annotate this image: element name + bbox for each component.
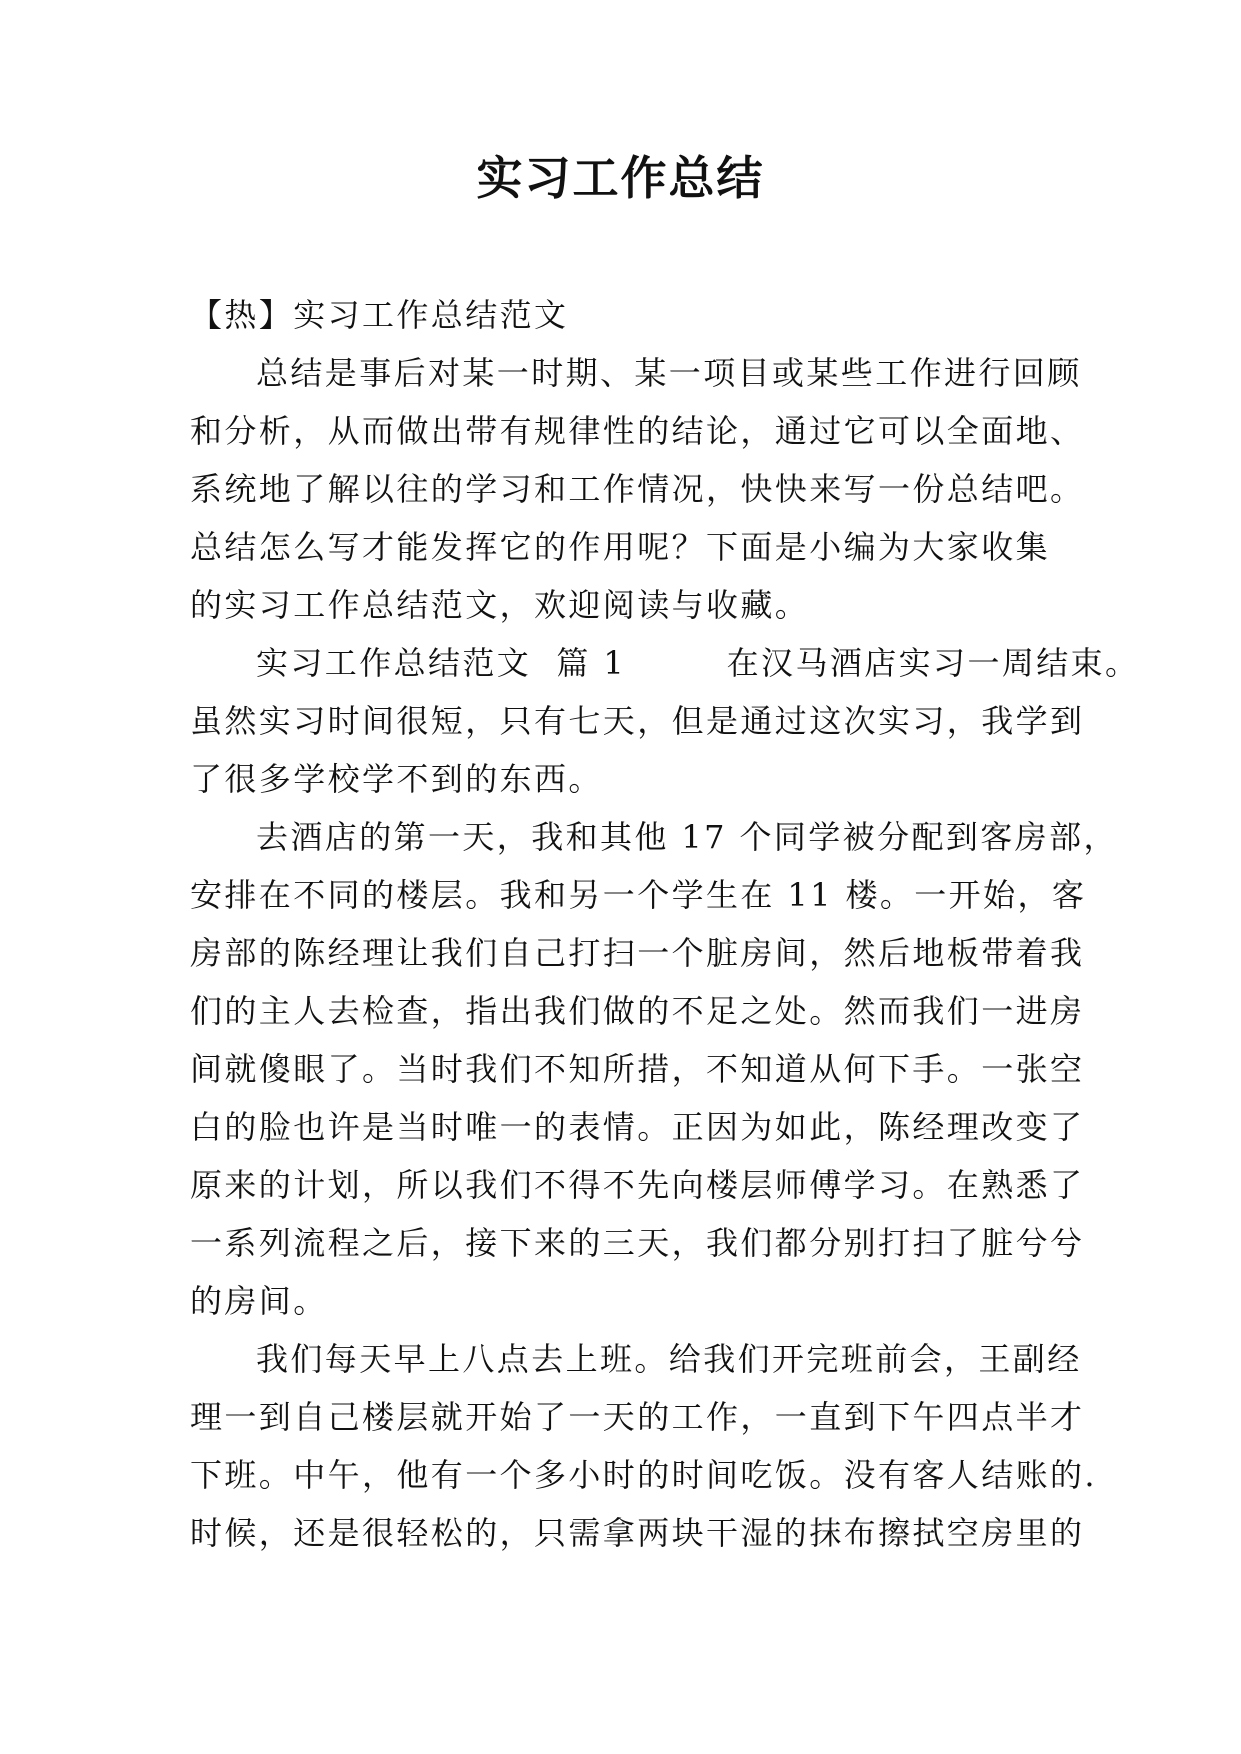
paragraph-line: 白的脸也许是当时唯一的表情。正因为如此，陈经理改变了 <box>190 1108 1085 1146</box>
paragraph-line: 系统地了解以往的学习和工作情况，快快来写一份总结吧。 <box>190 470 1085 508</box>
subtitle-line: 【热】实习工作总结范文 <box>190 296 569 334</box>
paragraph-line: 的房间。 <box>190 1282 328 1320</box>
paragraph-line: 理一到自己楼层就开始了一天的工作，一直到下午四点半才 <box>190 1398 1085 1436</box>
document-title: 实习工作总结 <box>476 151 765 205</box>
paragraph-line: 一系列流程之后，接下来的三天，我们都分别打扫了脏兮兮 <box>190 1224 1085 1262</box>
paragraph-line: 间就傻眼了。当时我们不知所措，不知道从何下手。一张空 <box>190 1050 1085 1088</box>
paragraph-line: 总结是事后对某一时期、某一项目或某些工作进行回顾 <box>256 354 1082 392</box>
paragraph-line: 了很多学校学不到的东西。 <box>190 760 603 798</box>
paragraph-line: 实习工作总结范文 篇 1 在汉马酒店实习一周结束。 <box>256 644 1140 682</box>
paragraph-line: 和分析，从而做出带有规律性的结论，通过它可以全面地、 <box>190 412 1085 450</box>
paragraph-line: 原来的计划，所以我们不得不先向楼层师傅学习。在熟悉了 <box>190 1166 1085 1204</box>
paragraph-line: 们的主人去检查，指出我们做的不足之处。然而我们一进房 <box>190 992 1085 1030</box>
paragraph-line: 的实习工作总结范文，欢迎阅读与收藏。 <box>190 586 810 624</box>
paragraph-line: 去酒店的第一天，我和其他 17 个同学被分配到客房部， <box>256 818 1118 856</box>
document-body <box>190 286 1140 1562</box>
paragraph-line: 我们每天早上八点去上班。给我们开完班前会，王副经 <box>256 1340 1082 1378</box>
paragraph-line: 房部的陈经理让我们自己打扫一个脏房间，然后地板带着我 <box>190 934 1085 972</box>
paragraph-line: 总结怎么写才能发挥它的作用呢？下面是小编为大家收集 <box>190 528 1051 566</box>
paragraph-line: 虽然实习时间很短，只有七天，但是通过这次实习，我学到 <box>190 702 1085 740</box>
paragraph-line: 安排在不同的楼层。我和另一个学生在 11 楼。一开始，客 <box>190 876 1087 914</box>
paragraph-line: 时候，还是很轻松的，只需拿两块干湿的抹布擦拭空房里的 <box>190 1514 1085 1552</box>
paragraph-line: 下班。中午，他有一个多小时的时间吃饭。没有客人结账的. <box>190 1456 1097 1494</box>
